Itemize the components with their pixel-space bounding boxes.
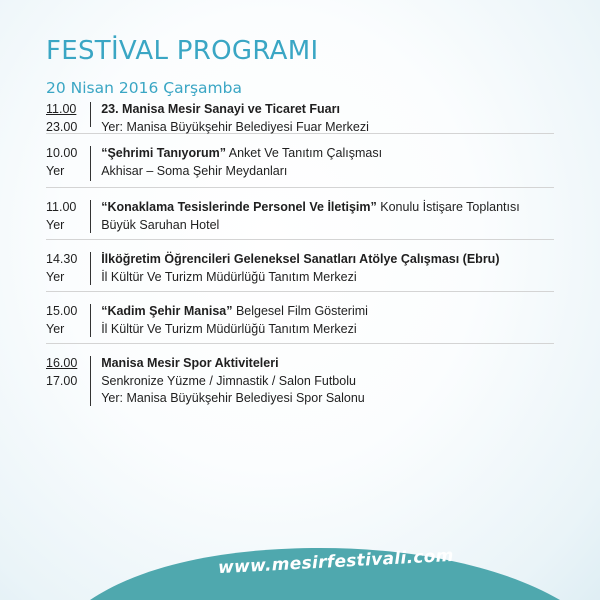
start-time: 10.00 xyxy=(46,146,78,160)
event-times xyxy=(46,250,90,287)
event-location: Akhisar – Soma Şehir Meydanları xyxy=(101,163,288,178)
event-title: 23. Manisa Mesir Sanayi ve Ticaret Fuarı xyxy=(101,102,340,116)
event-subtitle: Konulu İstişare Toplantısı xyxy=(376,200,520,214)
event-details xyxy=(101,302,554,339)
event-location: Yer: Manisa Büyükşehir Belediyesi Spor Salonu xyxy=(101,391,365,405)
event-location: İl Kültür Ve Turizm Müdürlüğü Tanıtım Merkezi xyxy=(101,321,357,336)
event-times xyxy=(46,198,90,235)
event-title: “Şehrimi Tanıyorum” xyxy=(101,146,226,160)
event-date: 20 Nisan 2016 Çarşamba xyxy=(46,79,242,97)
end-time: 17.00 xyxy=(46,373,78,388)
event-times xyxy=(46,144,90,183)
event-location: İl Kültür Ve Turizm Müdürlüğü Tanıtım Merkezi xyxy=(101,269,357,284)
start-time: 16.00 xyxy=(46,356,78,370)
event-details xyxy=(101,100,554,134)
event-details xyxy=(101,144,554,183)
event-activities: Senkronize Yüzme / Jimnastik / Salon Futbolu xyxy=(101,373,356,388)
event-subtitle: Belgesel Film Gösterimi xyxy=(232,304,368,318)
vertical-divider xyxy=(90,200,91,233)
location-label: Yer xyxy=(46,269,65,284)
event-details xyxy=(101,198,554,235)
vertical-divider xyxy=(90,146,91,181)
event-title: “Kadim Şehir Manisa” xyxy=(101,304,233,318)
event-item xyxy=(46,292,554,344)
event-item xyxy=(46,240,554,292)
start-time: 15.00 xyxy=(46,304,78,318)
vertical-divider xyxy=(90,252,91,285)
vertical-divider xyxy=(90,356,91,406)
event-title: “Konaklama Tesislerinde Personel Ve İletişim” xyxy=(101,200,377,214)
event-item xyxy=(46,344,554,412)
event-item xyxy=(46,134,554,188)
start-time: 11.00 xyxy=(46,200,77,214)
end-time: 23.00 xyxy=(46,119,78,134)
start-time: 14.30 xyxy=(46,252,78,266)
event-location: Büyük Saruhan Hotel xyxy=(101,217,220,232)
location-label: Yer xyxy=(46,217,65,232)
event-list xyxy=(46,96,554,412)
event-title: Manisa Mesir Spor Aktiviteleri xyxy=(101,356,279,370)
event-times xyxy=(46,354,90,408)
event-title: İlköğretim Öğrencileri Geleneksel Sanatları Atölye Çalışması (Ebru) xyxy=(101,252,500,266)
vertical-divider xyxy=(90,304,91,337)
start-time: 11.00 xyxy=(46,102,77,116)
location-label: Yer xyxy=(46,321,65,336)
event-details xyxy=(101,250,554,287)
event-times xyxy=(46,302,90,339)
event-times xyxy=(46,100,90,134)
event-details xyxy=(101,354,554,408)
location-label: Yer xyxy=(46,163,65,178)
event-location: Yer: Manisa Büyükşehir Belediyesi Fuar Merkezi xyxy=(101,119,369,134)
event-item xyxy=(46,188,554,240)
event-subtitle: Anket Ve Tanıtım Çalışması xyxy=(225,146,383,160)
website-link[interactable]: www.mesirfestivali.com xyxy=(217,545,455,579)
vertical-divider xyxy=(90,102,91,127)
page-title: FESTİVAL PROGRAMI xyxy=(46,36,319,66)
event-item xyxy=(46,96,554,134)
